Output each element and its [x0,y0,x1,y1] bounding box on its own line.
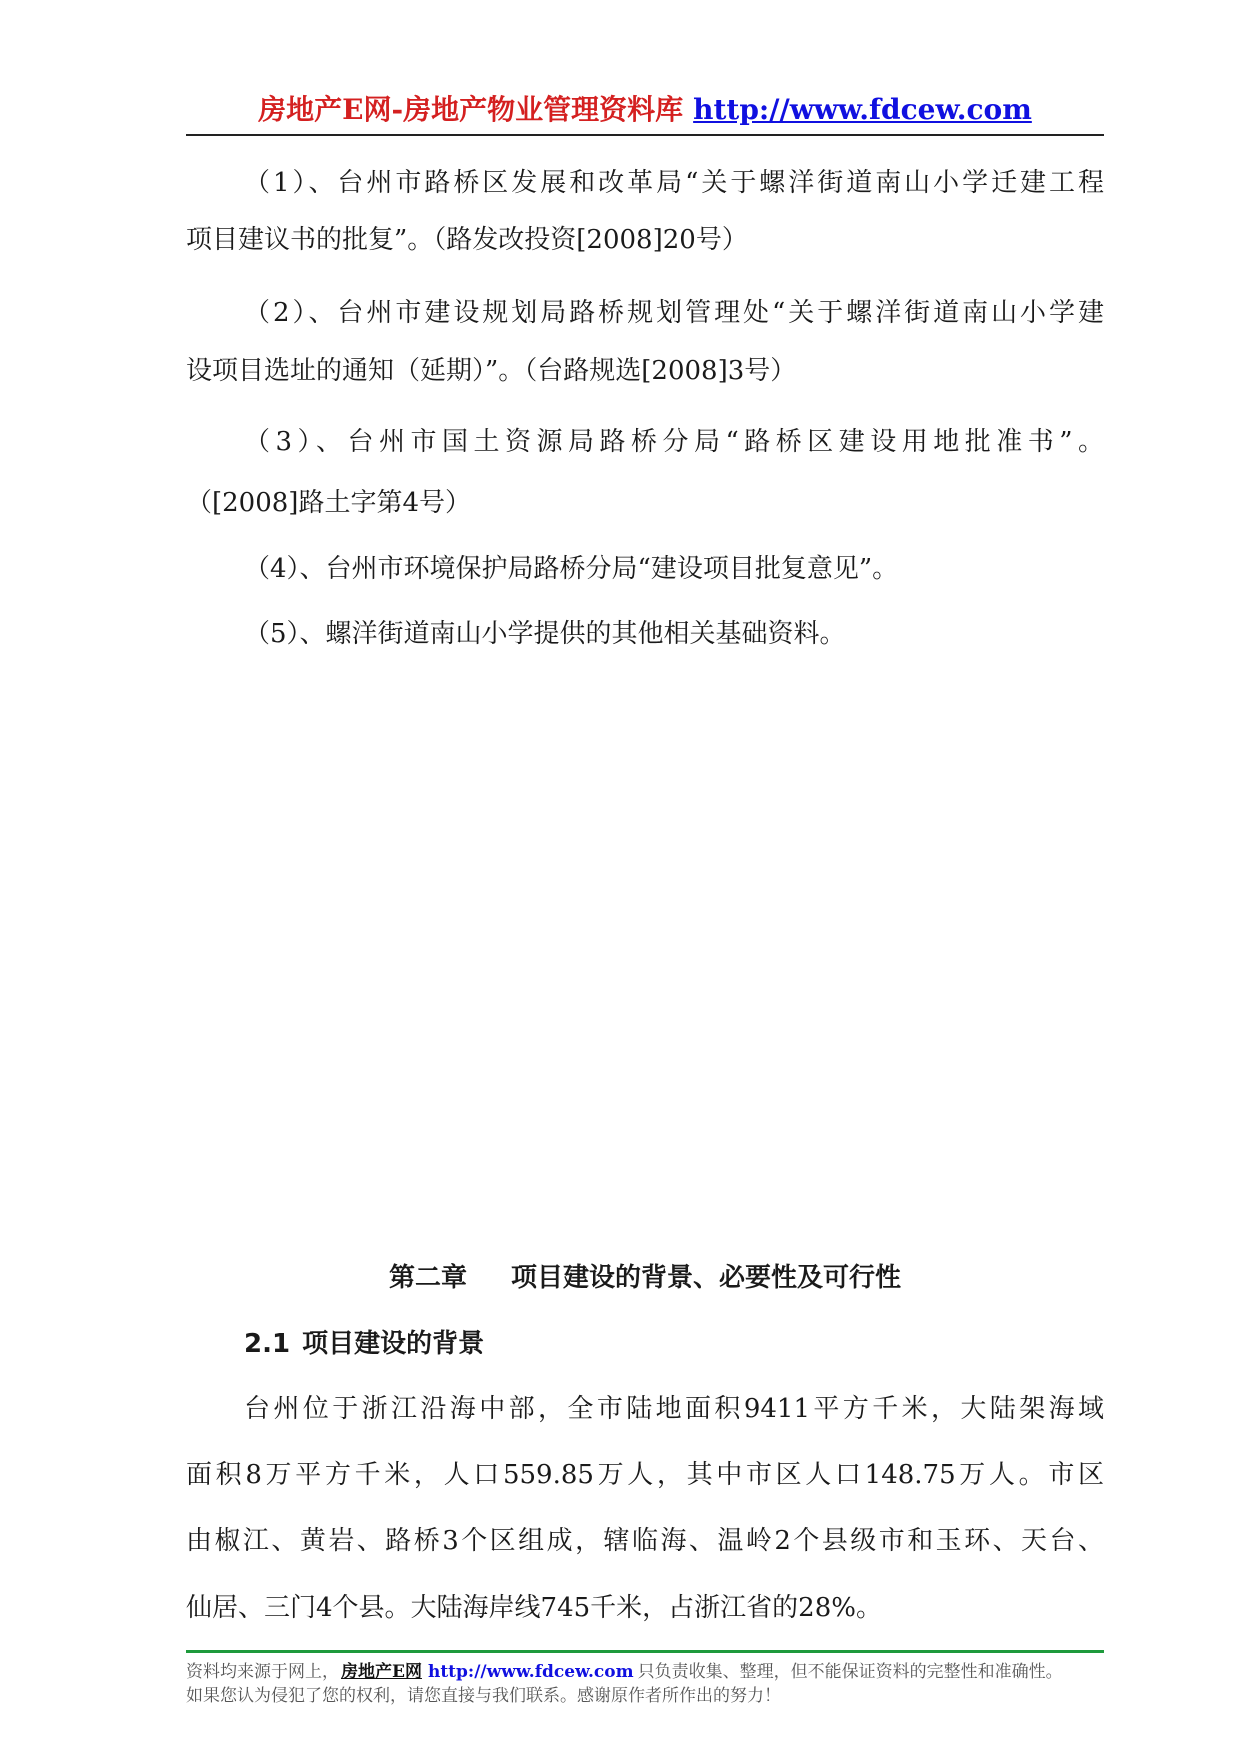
page-footer [186,1660,1104,1708]
chapter-heading [186,1258,1104,1298]
background-line-4: 仙居、三门4个县。大陆海岸线745千米，占浙江省的28%。 [186,1593,882,1623]
footer-divider [186,1650,1104,1653]
item-2-line-2: 设项目选址的通知（延期）”。（台路规选[2008]3号） [186,356,797,386]
item-3-line-2: （[2008]路土字第4号） [186,488,471,518]
footer-line-2: 如果您认为侵犯了您的权利，请您直接与我们联系。感谢原作者所作出的努力！ [186,1686,781,1706]
footer-prefix: 资料均来源于网上， [186,1662,339,1682]
footer-url-link[interactable]: http://www.fdcew.com [427,1662,634,1682]
background-line-3: 由椒江、黄岩、路桥3个区组成，辖临海、温岭2个县级市和玉环、天台、 [186,1526,1104,1556]
footer-site-link[interactable]: 房地产E网 [341,1662,422,1682]
header-url-link[interactable]: http://www.fdcew.com [693,93,1032,126]
chapter-number: 第二章 [388,1263,467,1293]
item-4-line-1: （4）、台州市环境保护局路桥分局“建设项目批复意见”。 [244,554,899,584]
item-5-line-1: （5）、螺洋街道南山小学提供的其他相关基础资料。 [244,619,846,649]
section-title: 项目建设的背景 [302,1329,485,1359]
section-heading [244,1324,484,1364]
page-header [186,88,1104,132]
background-line-2: 面积8万平方千米，人口559.85万人，其中市区人口148.75万人。市区 [186,1460,1104,1490]
item-2-line-1: （2）、台州市建设规划局路桥规划管理处“关于螺洋街道南山小学建 [244,298,1104,328]
footer-line-1 [186,1660,1104,1684]
header-divider [186,134,1104,136]
header-site-name: 房地产E网-房地产物业管理资料库 [258,93,684,126]
section-number: 2.1 [244,1329,291,1359]
item-1-line-1: （1）、台州市路桥区发展和改革局“关于螺洋街道南山小学迁建工程 [244,168,1104,198]
chapter-title: 项目建设的背景、必要性及可行性 [511,1263,902,1293]
item-1-line-2: 项目建议书的批复”。（路发改投资[2008]20号） [186,225,748,255]
item-3-line-1: （3）、台州市国土资源局路桥分局“路桥区建设用地批准书”。 [244,427,1104,457]
footer-disclaimer: 只负责收集、整理，但不能保证资料的完整性和准确性。 [637,1662,1063,1682]
background-line-1: 台州位于浙江沿海中部，全市陆地面积9411平方千米，大陆架海域 [244,1394,1104,1424]
